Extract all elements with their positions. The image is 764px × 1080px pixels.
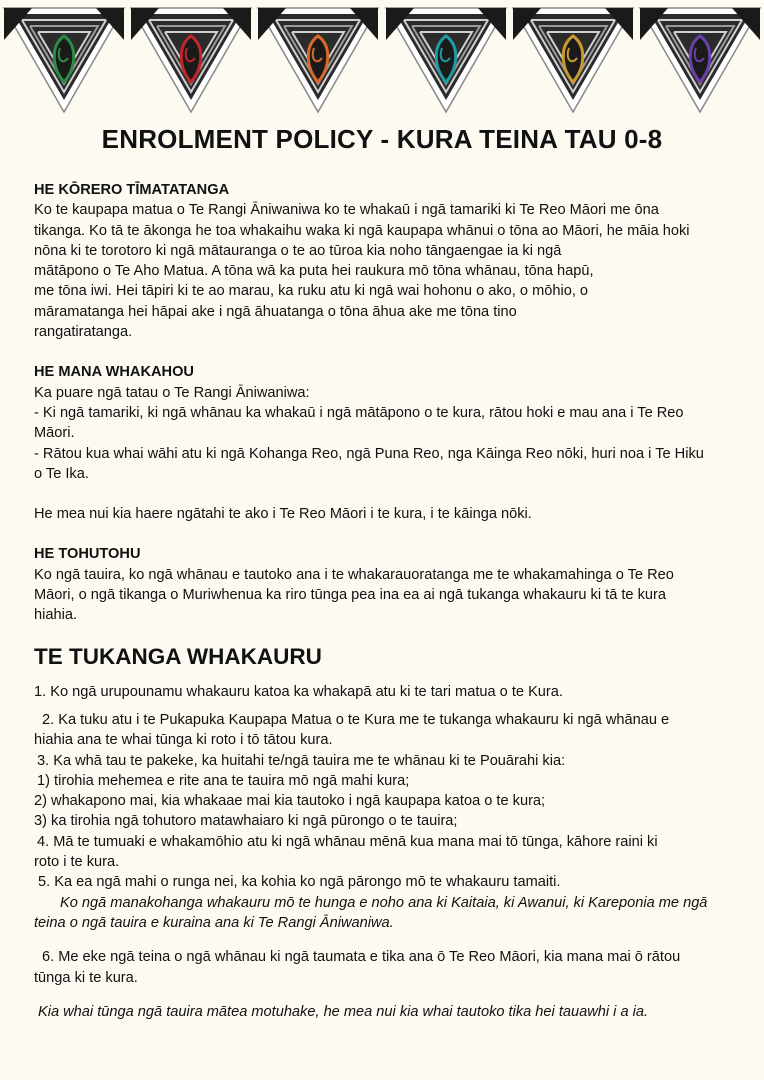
koru-teal-icon — [384, 6, 508, 114]
sub-item: 3) ka tirohia ngā tohutoro matawhaiaro ki ngā pūrongo o te tauira; — [34, 813, 458, 830]
spacer — [34, 524, 734, 544]
paragraph-line: - Rātou kua whai wāhi atu ki ngā Kohanga Reo, ngā Puna Reo, nga Kāinga Reo nōki, huri noa i Te Hiku — [34, 445, 704, 462]
paragraph-line: māramatanga hei hāpai ake i ngā āhuatanga o tōna āhua ake me tōna tino — [34, 303, 517, 320]
step-item: 6. Me eke ngā teina o ngā whānau ki ngā taumata e tika ana ō Te Reo Māori, kia mana mai ō rātou — [42, 949, 681, 966]
closing-italic-statement: Kia whai tūnga ngā tauira mātea motuhake, he mea nui kia whai tautoko tika hei tauawhi i a ia. — [38, 1003, 649, 1020]
step-item-continued: hiahia ana te whai tūnga ki roto i tō tātou kura. — [34, 732, 333, 749]
paragraph-line: me tōna iwi. Hei tāpiri ki te ao marau, ka ruku atu ki ngā wai hohonu o ako, o mōhio, o — [34, 283, 589, 300]
section-heading: HE TOHUTOHU — [34, 546, 141, 563]
step-item-continued: tūnga ki te kura. — [34, 969, 138, 986]
italic-note: Ko ngā manakohanga whakauru mō te hunga e noho ana ki Kaitaia, ki Awanui, ki Kareponia me ngā — [60, 894, 708, 911]
section-mana — [34, 362, 734, 524]
step-item: 3. Ka whā tau te pakeke, ka huitahi te/ngā tauira me te whānau ki te Pouārahi kia: — [37, 752, 566, 769]
koru-orange-icon — [256, 6, 380, 114]
koru-gold-icon — [511, 6, 635, 114]
document-body — [34, 180, 734, 1022]
italic-note-continued: teina o ngā tauira e kuraina ana ki Te Rangi Āniwaniwa. — [34, 914, 394, 931]
paragraph-line: Māori, o ngā tikanga o Muriwhenua ka riro tūnga pea ina ea ai ngā tukanga whakauru ki tā te kura — [34, 587, 666, 604]
sub-item: 1) tirohia mehemea e rite ana te tauira mō ngā mahi kura; — [37, 772, 410, 789]
paragraph-line: Ko te kaupapa matua o Te Rangi Āniwaniwa ko te whakaū i ngā tamariki ki Te Reo Māori me ōna — [34, 202, 659, 219]
pennant-banner — [0, 0, 764, 118]
spacer — [34, 342, 734, 362]
paragraph-line: rangatiratanga. — [34, 324, 133, 341]
paragraph-line: He mea nui kia haere ngātahi te ako i Te Reo Māori i te kura, i te kāinga nōki. — [34, 506, 532, 523]
enrolment-steps — [34, 682, 734, 1022]
paragraph-line: hiahia. — [34, 607, 78, 624]
paragraph-line: Ko ngā tauira, ko ngā whānau e tautoko ana i te whakarauoratanga me te whakamahinga o Te Reo — [34, 566, 674, 583]
paragraph-line: nōna ki te torotoro ki ngā mātauranga o te ao tūroa kia noho tāngaengae ia ki ngā — [34, 242, 562, 259]
section-intro — [34, 180, 734, 342]
page-title: ENROLMENT POLICY - KURA TEINA TAU 0-8 — [101, 124, 663, 154]
step-item: 2. Ka tuku atu i te Pukapuka Kaupapa Matua o te Kura me te tukanga whakauru ki ngā whānau e — [42, 711, 670, 728]
step-item: 5. Ka ea ngā mahi o runga nei, ka kohia ko ngā pārongo mō te whakauru tamaiti. — [38, 874, 561, 891]
step-item: 1. Ko ngā urupounamu whakauru katoa ka whakapā atu ki te tari matua o te Kura. — [34, 683, 563, 700]
section-heading: HE KŌRERO TĪMATATANGA — [34, 182, 230, 198]
paragraph-line: Māori. — [34, 425, 75, 442]
paragraph-line: o Te Ika. — [34, 465, 89, 482]
step-item-continued: roto i te kura. — [34, 854, 120, 871]
paragraph-line: Ka puare ngā tatau o Te Rangi Āniwaniwa: — [34, 384, 310, 401]
paragraph-line: tikanga. Ko tā te ākonga he toa whakaihu waka ki ngā kaupapa whānui o tōna ao Māori, he māia hoki — [34, 222, 690, 239]
spacer — [34, 484, 734, 504]
paragraph-line: mātāpono o Te Aho Matua. A tōna wā ka puta hei raukura mō tōna whānau, tōna hapū, — [34, 263, 594, 280]
koru-green-icon — [2, 6, 126, 114]
section-heading: HE MANA WHAKAHOU — [34, 364, 194, 381]
sub-item: 2) whakapono mai, kia whakaae mai kia tautoko i ngā kaupapa katoa o te kura; — [34, 793, 546, 810]
koru-red-icon — [129, 6, 253, 114]
spacer — [34, 933, 734, 947]
paragraph-line: - Ki ngā tamariki, ki ngā whānau ka whakaū i ngā mātāpono o te kura, rātou hoki e mau ana i Te Reo — [34, 404, 684, 421]
step-item: 4. Mā te tumuaki e whakamōhio atu ki ngā whānau mēnā kua mana mai tō tūnga, kāhore raini ki — [37, 833, 658, 850]
section-title-tukanga: TE TUKANGA WHAKAURU — [34, 643, 322, 669]
koru-purple-icon — [638, 6, 762, 114]
section-tohutohu — [34, 544, 734, 625]
